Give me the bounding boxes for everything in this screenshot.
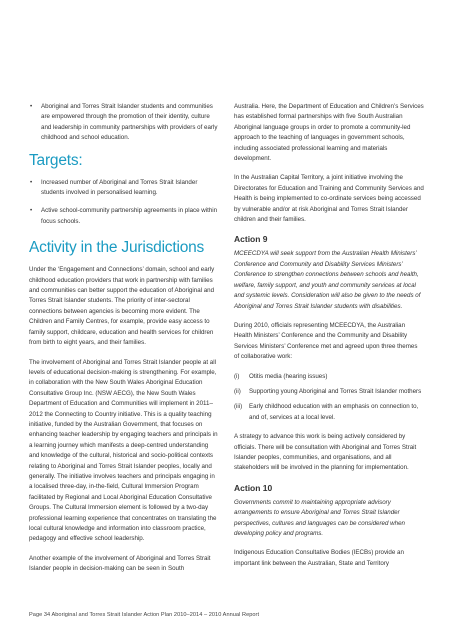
left-column (29, 102, 219, 584)
theme-item (234, 387, 424, 397)
body-paragraph: A strategy to advance this work is being actively considered by officials. There will be consultation with Aboriginal and Torres Strait Islander peoples, communities, and organisations, and all stakeholders will be involved in the planning for implementation. (234, 433, 417, 472)
theme-text: Early childhood education with an emphasis on connection to, and of, services at a local level. (249, 403, 419, 421)
action10-heading: Action 10 (234, 482, 273, 493)
action10-text: Governments commit to maintaining appropriate advisory arrangements to ensure Aboriginal and Torres Strait Islander perspectives, cultures and languages can be considered when developing policy and programs. (234, 498, 405, 537)
theme-text: Otitis media (hearing issues) (249, 372, 328, 380)
page-footer: Page 34 Aboriginal and Torres Strait Islander Action Plan 2010–2014 – 2010 Annual Report (29, 612, 260, 618)
body-paragraph: Another example of the involvement of Aboriginal and Torres Strait Islander people in decision-making can be seen in South (29, 554, 211, 573)
theme-number: (ii) (234, 387, 241, 395)
body-paragraph: The involvement of Aboriginal and Torres Strait Islander people at all levels of educational decision-making is strengthening. For example, in collaboration with the New South Wales Aboriginal Education Consultative Group Inc. (NSW AECG), the New South Wales Department of Education and Communities will implement in 2011–2012 the Connecting to Country initiative. This is a quality teaching initiative, funded by the Australian Government, that focuses on enhancing teacher leadership by engaging teachers and principals in a learning journey which manifests a deep-centred understanding and knowledge of the cultural, historical and socio-political contexts relating to Aboriginal and Torres Strait Islander peoples, locally and generally. The initiative involves teachers and principals engaging in a localised three-day, in-the-field, Cultural Immersion Program facilitated by Regional and Local Aboriginal Education Consultative Groups. The Cultural Immersion element is followed by a two-day professional learning experience that concentrates on translating the local cultural knowledge and information into classroom practice, pedagogy and effective school leadership. (29, 358, 218, 543)
action9-text: MCEECDYA will seek support from the Australian Health Ministers’ Conference and Community and Disability Services Ministers’ Conference to strengthen connections between schools and health, welfare, family support, and youth and community services at local and systemic levels. Consideration will also be given to the needs of Aboriginal and Torres Strait Islander students with disabilities. (234, 250, 421, 310)
target-text: Increased number of Aboriginal and Torres Strait Islander students involved in personalised learning. (41, 178, 198, 197)
theme-number: (iii) (234, 403, 243, 411)
theme-text: Supporting young Aboriginal and Torres Strait Islander mothers (249, 387, 422, 395)
body-paragraph: During 2010, officials representing MCEECDYA, the Australian Health Ministers’ Conference and the Community and Disability Services Ministers’ Conference met and agreed upon three themes of collaborative work: (234, 321, 418, 361)
target-text: Active school-community partnership agreements in place within focus schools. (41, 207, 218, 225)
bullet-dot-icon: • (30, 103, 33, 110)
right-column (234, 102, 424, 578)
body-paragraph: Indigenous Education Consultative Bodies (IECBs) provide an important link between the Australian, State and Territory (234, 549, 404, 567)
theme-number: (i) (234, 372, 240, 380)
target-item (29, 206, 219, 227)
body-paragraph: Under the ‘Engagement and Connections’ domain, school and early childhood education providers that work in partnership with families and communities can better support the education of Aboriginal and Torres Strait Islander students. The priority of inter-sectoral connections between agencies is becoming more evident. The Children and Family Centres, for example, provide easy access to family support, childcare, education and health services for children from birth to eight years, and their families. (29, 266, 215, 347)
intro-bullet-text: Aboriginal and Torres Strait Islander students and communities are empowered through the promotion of their identity, culture and leadership in community partnerships with providers of early childhood and school education. (41, 103, 218, 142)
theme-item (234, 372, 424, 382)
bullet-dot-icon: • (30, 207, 33, 215)
targets-heading: Targets: (29, 151, 83, 169)
body-paragraph: Australia. Here, the Department of Education and Children’s Services has established formal partnerships with five South Australian Aboriginal language groups in order to promote a community-led approach to the teaching of languages in government schools, including associated professional learning and materials development. (234, 103, 424, 163)
body-paragraph: In the Australian Capital Territory, a joint initiative involving the Directorates for Education and Training and Community Services and Health is being implemented to co-ordinate services being accessed by vulnerable and/or at risk Aboriginal and Torres Strait Islander children and their families. (234, 174, 424, 224)
theme-item (234, 402, 424, 423)
activity-heading: Activity in the Jurisdictions (29, 239, 205, 257)
action9-heading: Action 9 (234, 234, 268, 245)
bullet-dot-icon: • (30, 178, 33, 186)
target-item (29, 178, 219, 199)
intro-bullet (29, 102, 219, 144)
